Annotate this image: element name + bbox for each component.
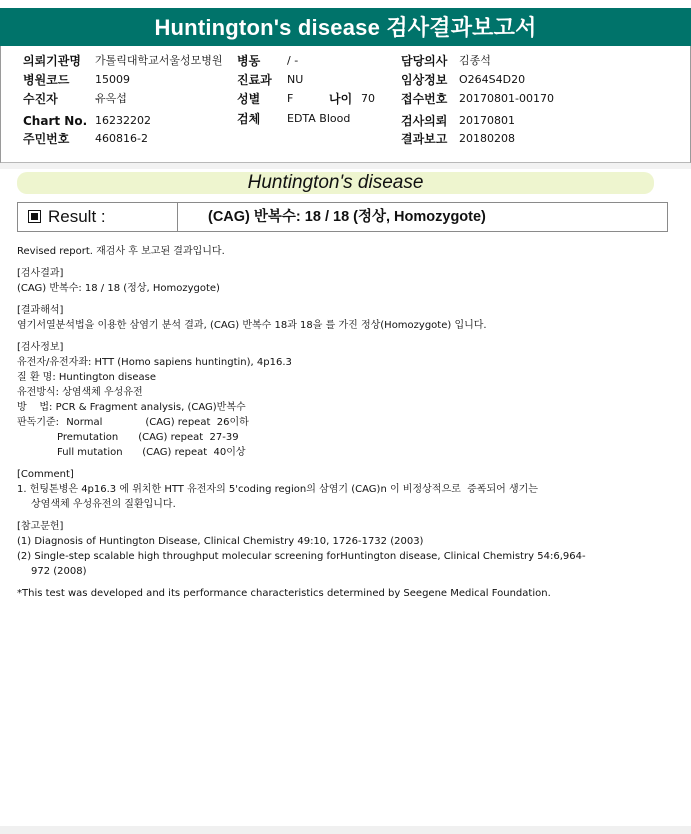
comment-heading: [Comment] <box>17 469 74 480</box>
interpretation-heading: [결과해석] <box>17 305 64 316</box>
criteria-label: 판독기준: <box>17 417 60 428</box>
comment-line-1: 1. 헌팅톤병은 4p16.3 에 위치한 HTT 유전자의 5'coding region의 삼염기 (CAG)n 이 비정상적으로 증폭되어 생기는 <box>17 484 538 495</box>
criteria-range: (CAG) repeat 26이하 <box>145 417 249 428</box>
findings-text: (CAG) 반복수: 18 / 18 (정상, Homozygote) <box>17 283 220 294</box>
criteria-name: Normal <box>66 417 103 428</box>
resident-no-value: 460816-2 <box>95 132 148 145</box>
criteria-name: Full mutation <box>57 447 123 458</box>
request-date-label: 검사의뢰 <box>401 114 448 128</box>
chart-no-label: Chart No. <box>23 114 88 128</box>
clinical-info-label: 임상정보 <box>401 73 448 87</box>
reference-1: (1) Diagnosis of Huntington Disease, Clinical Chemistry 49:10, 1726-1732 (2003) <box>17 536 424 547</box>
specimen-label: 검체 <box>237 112 261 126</box>
references-heading: [참고문헌] <box>17 521 64 532</box>
revised-note: Revised report. 재검사 후 보고된 결과입니다. <box>17 246 225 257</box>
patient-label: 수진자 <box>23 92 58 106</box>
test-name-banner <box>17 172 654 194</box>
info-row-sex-age <box>237 90 387 108</box>
accession-no-value: 20170801-00170 <box>459 92 554 105</box>
age-value: 70 <box>361 92 375 105</box>
age-label: 나이 <box>329 92 353 106</box>
reference-2: (2) Single-step scalable high throughput molecular screening forHuntington disease, Clinical Chemistry 54:6,964- <box>17 551 586 562</box>
specimen-value: EDTA Blood <box>287 112 351 125</box>
clinical-info-value: O264S4D20 <box>459 73 526 86</box>
report-title: Huntington's disease 검사결과보고서 <box>154 15 537 40</box>
comment-line-2: 상염색체 우성유전의 질환입니다. <box>31 499 176 510</box>
interpretation-text: 염기서열분석법을 이용한 삼염기 분석 결과, (CAG) 반복수 18과 18을 를 가진 정상(Homozygote) 입니다. <box>17 320 487 331</box>
result-value: (CAG) 반복수: 18 / 18 (정상, Homozygote) <box>208 209 486 225</box>
result-box <box>17 202 668 232</box>
report-date-value: 20180208 <box>459 132 515 145</box>
sex-label: 성별 <box>237 92 261 106</box>
ward-value: / - <box>287 54 299 67</box>
page-bottom-band <box>0 826 691 834</box>
test-info-heading: [검사정보] <box>17 342 64 353</box>
criteria-range: (CAG) repeat 27-39 <box>138 432 239 443</box>
footnote: *This test was developed and its performance characteristics determined by Seegene Medical Foundation. <box>17 588 551 599</box>
department-label: 진료과 <box>237 73 272 87</box>
criteria-row-normal <box>17 415 677 430</box>
gene-locus: 유전자/유전자좌: HTT (Homo sapiens huntingtin), 4p16.3 <box>17 357 292 368</box>
criteria-row-premutation <box>17 430 677 445</box>
criteria-row-full-mutation <box>17 445 677 460</box>
findings-heading: [검사결과] <box>17 268 64 279</box>
institution-value: 가톨릭대학교서울성모병원 <box>95 54 223 67</box>
chart-no-value: 16232202 <box>95 114 151 127</box>
accession-no-label: 접수번호 <box>401 92 448 106</box>
report-date-label: 결과보고 <box>401 132 448 146</box>
hospital-code-label: 병원코드 <box>23 73 70 87</box>
section-divider <box>0 163 691 169</box>
result-label-cell <box>18 203 178 231</box>
inheritance-mode: 유전방식: 상염색체 우성유전 <box>17 387 143 398</box>
reference-2-cont: 972 (2008) <box>31 566 87 577</box>
criteria-range: (CAG) repeat 40이상 <box>142 447 246 458</box>
resident-no-label: 주민번호 <box>23 132 70 146</box>
disease-name: 질 환 명: Huntington disease <box>17 372 156 383</box>
test-method: 방 법: PCR & Fragment analysis, (CAG)반복수 <box>17 402 246 413</box>
ward-label: 병동 <box>237 54 261 68</box>
department-value: NU <box>287 73 304 86</box>
criteria-name: Premutation <box>57 432 119 443</box>
physician-value: 김종석 <box>459 54 491 67</box>
result-label: Result : <box>48 207 106 226</box>
test-name: Huntington's disease <box>247 172 424 193</box>
sex-value: F <box>287 92 294 105</box>
institution-label: 의뢰기관명 <box>23 54 81 68</box>
checkbox-square-icon <box>28 210 41 223</box>
hospital-code-value: 15009 <box>95 73 130 86</box>
patient-value: 유옥섭 <box>95 92 127 105</box>
report-body <box>17 244 677 601</box>
patient-info-block <box>0 46 691 164</box>
physician-label: 담당의사 <box>401 54 448 68</box>
request-date-value: 20170801 <box>459 114 515 127</box>
report-title-bar <box>0 8 691 46</box>
